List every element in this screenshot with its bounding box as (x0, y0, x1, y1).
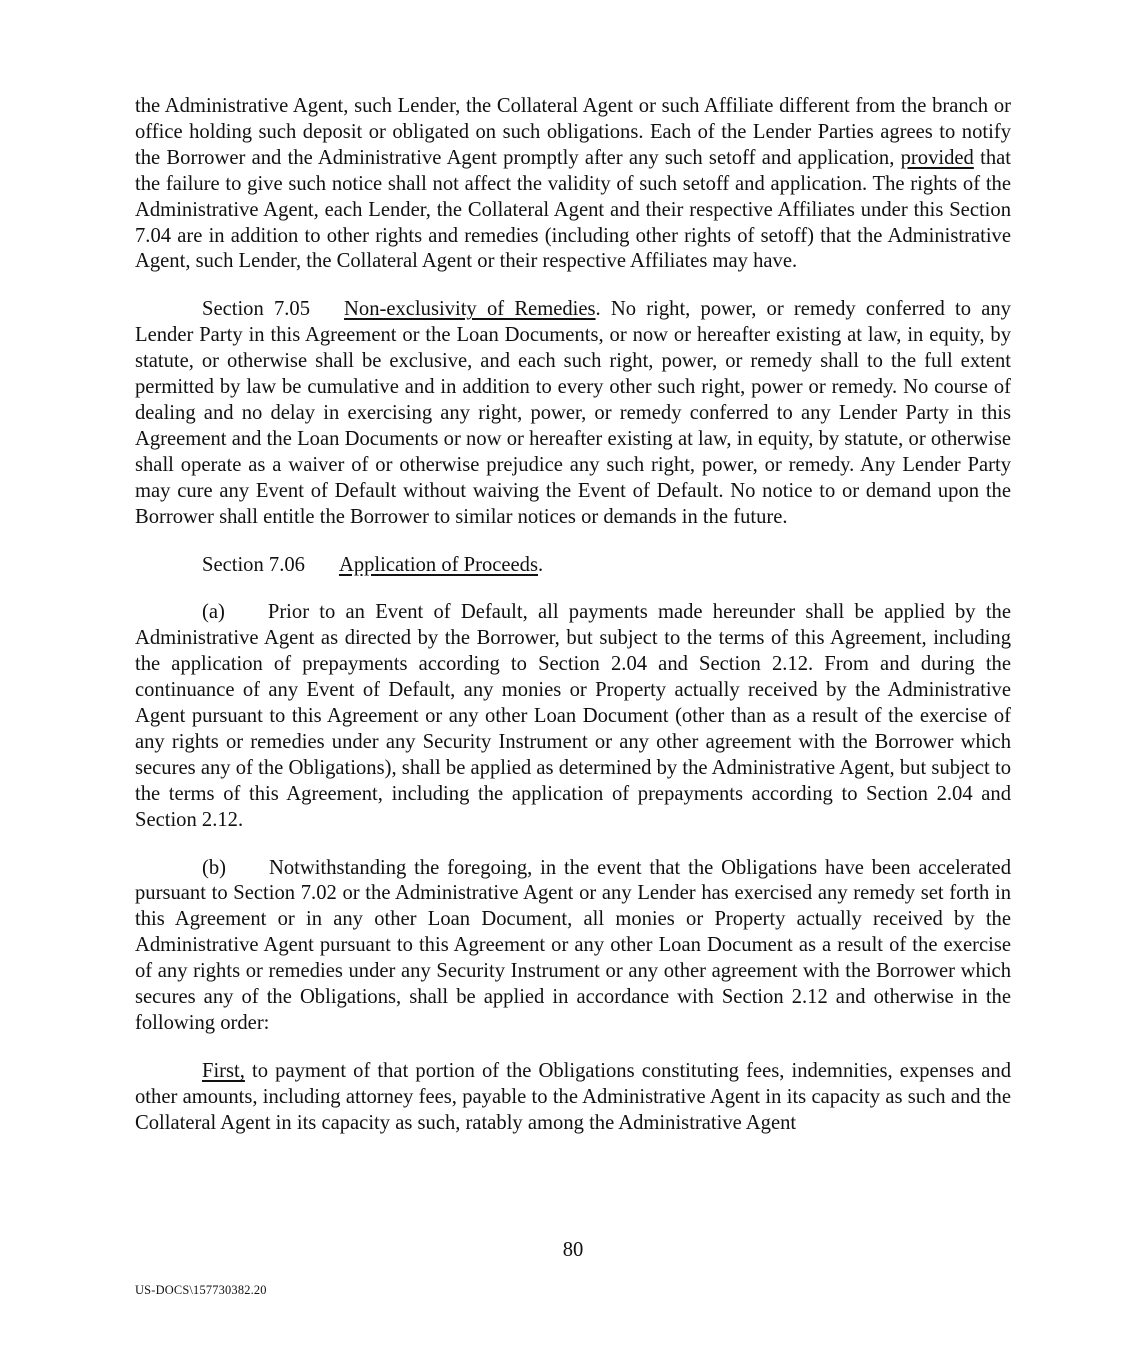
paragraph-setoff-continuation (135, 94, 1011, 275)
section-7-06-heading (135, 553, 1011, 579)
first-label: First, (202, 1059, 245, 1082)
paragraph-text: that the failure to give such notice shall not affect the validity of such setoff and application. The rights of the Administrative Agent, each Lender, the Collateral Agent and their respective Affiliates under this Section 7.04 are in addition to other rights and remedies (including other rights of setoff) that the Administrative Agent, such Lender, the Collateral Agent or their respective Affiliates may have. (135, 146, 1011, 273)
page-number: 80 (562, 1239, 584, 1261)
provided-term: provided (900, 146, 974, 169)
paragraph-text: . No right, power, or remedy conferred to any Lender Party in this Agreement or the Loan Documents, or now or hereafter existing at law, in equity, by statute, or otherwise shall be exclusive, and each such right, power, or remedy shall to the full extent permitted by law be cumulative and in addition to every other such right, power or remedy. No course of dealing and no delay in exercising any right, power, or remedy conferred to any Lender Party in this Agreement and the Loan Documents or now or hereafter existing at law, in equity, by statute, or otherwise shall operate as a waiver of or otherwise prejudice any such right, power, or remedy. Any Lender Party may cure any Event of Default without waiving the Event of Default. No notice to or demand upon the Borrower shall entitle the Borrower to similar notices or demands in the future. (135, 298, 1011, 528)
first-priority-paragraph (135, 1059, 1011, 1137)
clause-b-paragraph (135, 856, 1011, 1037)
clause-a-paragraph (135, 600, 1011, 833)
section-title: Application of Proceeds (338, 553, 538, 576)
paragraph-text: Prior to an Event of Default, all payments made hereunder shall be applied by the Administrative Agent as directed by the Borrower, but subject to the terms of this Agreement, including the application of prepayments according to Section 2.04 and Section 2.12. From and during the continuance of any Event of Default, any monies or Property actually received by the Administrative Agent pursuant to this Agreement or any other Loan Document (other than as a result of the exercise of any rights or remedies under any Security Instrument or any other agreement with the Borrower which secures any of the Obligations), shall be applied as determined by the Administrative Agent, but subject to the terms of this Agreement, including the application of prepayments according to Section 2.04 and Section 2.12. (135, 601, 1011, 831)
clause-marker: (a) (202, 601, 225, 624)
paragraph-text: to payment of that portion of the Obligations constituting fees, indemnities, expenses and other amounts, including attorney fees, payable to the Administrative Agent in its capacity as such and the Collateral Agent in its capacity as such, ratably among the Administrative Agent (135, 1059, 1011, 1134)
section-label: Section 7.06 (202, 553, 305, 576)
paragraph-text: Notwithstanding the foregoing, in the event that the Obligations have been accelerated pursuant to Section 7.02 or the Administrative Agent or any Lender has exercised any remedy set forth in this Agreement or in any other Loan Document, all monies or Property actually received by the Administrative Agent pursuant to this Agreement or any other Loan Document as a result of the exercise of any rights or remedies under any Security Instrument or any other agreement with the Borrower which secures any of the Obligations, shall be applied in accordance with Section 2.12 and otherwise in the following order: (135, 856, 1011, 1034)
clause-marker: (b) (202, 856, 227, 879)
document-id: US-DOCS\157730382.20 (135, 1283, 267, 1297)
section-title-period: . (538, 553, 544, 576)
paragraph-text: the Administrative Agent, such Lender, the Collateral Agent or such Affiliate different from the branch or office holding such deposit or obligated on such obligations. Each of the Lender Parties agrees to notify the Borrower and the Administrative Agent promptly after any such setoff and application, (135, 95, 1011, 169)
section-label: Section 7.05 (202, 298, 311, 321)
document-body (135, 94, 1011, 1159)
section-title: Non-exclusivity of Remedies (344, 298, 596, 321)
section-7-05-paragraph (135, 297, 1011, 530)
